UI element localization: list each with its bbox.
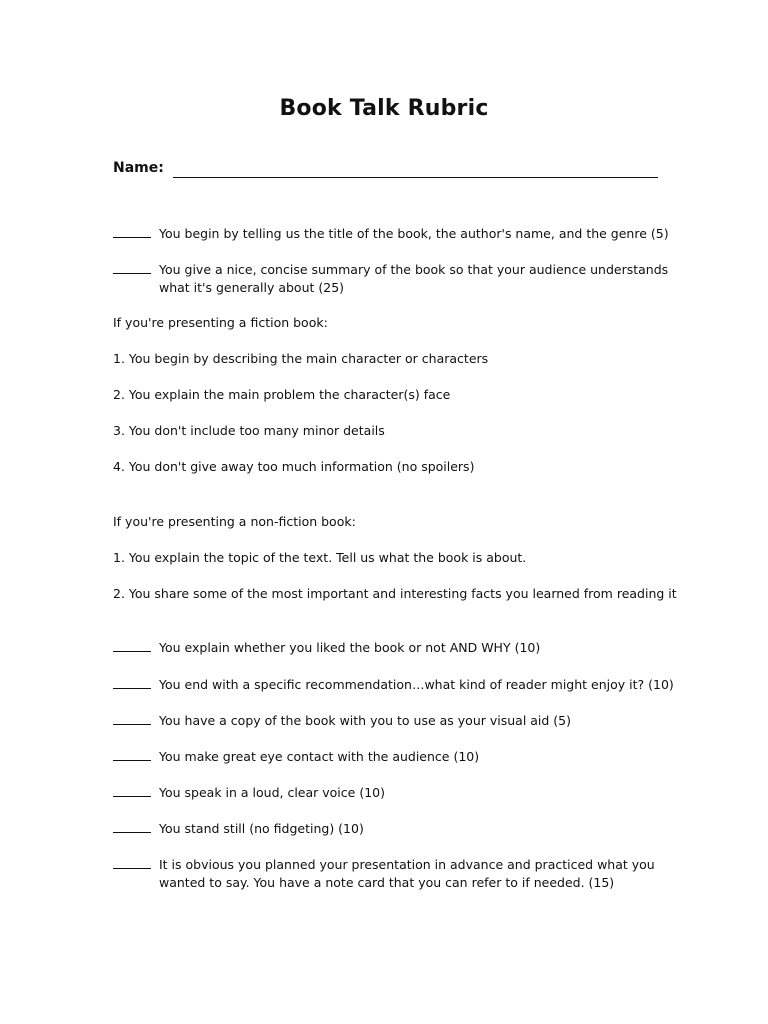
name-field[interactable] [173, 177, 658, 178]
rubric-criterion [113, 224, 669, 243]
score-blank[interactable] [113, 747, 151, 761]
fiction-item: 3. You don't include too many minor details [113, 423, 385, 438]
score-blank[interactable] [113, 638, 151, 652]
score-blank[interactable] [113, 675, 151, 689]
fiction-item: 1. You begin by describing the main character or characters [113, 351, 489, 366]
criterion-text: You end with a specific recommendation…what kind of reader might enjoy it? (10) [159, 677, 674, 692]
rubric-criterion [113, 855, 655, 892]
criterion-text: You speak in a loud, clear voice (10) [159, 785, 385, 800]
criterion-text-continued: what it's generally about (25) [159, 280, 345, 295]
rubric-criterion [113, 819, 364, 838]
criterion-text: You begin by telling us the title of the book, the author's name, and the genre (5) [159, 226, 669, 241]
nonfiction-item: 1. You explain the topic of the text. Tell us what the book is about. [113, 550, 527, 565]
fiction-heading: If you're presenting a fiction book: [113, 315, 328, 330]
document-title: Book Talk Rubric [279, 96, 489, 121]
score-blank[interactable] [113, 783, 151, 797]
criterion-text: You give a nice, concise summary of the book so that your audience understands [159, 262, 669, 277]
score-blank[interactable] [113, 711, 151, 725]
rubric-criterion [113, 747, 479, 766]
score-blank[interactable] [113, 224, 151, 238]
score-blank[interactable] [113, 819, 151, 833]
criterion-text-continued: wanted to say. You have a note card that you can refer to if needed. (15) [159, 875, 615, 890]
fiction-item: 2. You explain the main problem the character(s) face [113, 387, 451, 402]
nonfiction-item: 2. You share some of the most important and interesting facts you learned from reading it [113, 586, 677, 601]
rubric-criterion [113, 783, 385, 802]
criterion-text: You make great eye contact with the audience (10) [159, 749, 480, 764]
criterion-text: You have a copy of the book with you to use as your visual aid (5) [159, 713, 572, 728]
rubric-criterion [113, 260, 668, 297]
criterion-text: You explain whether you liked the book or not AND WHY (10) [159, 640, 541, 655]
rubric-criterion [113, 711, 571, 730]
score-blank[interactable] [113, 260, 151, 274]
rubric-criterion [113, 638, 540, 657]
criterion-text: You stand still (no fidgeting) (10) [159, 821, 364, 836]
name-label: Name: [113, 160, 164, 176]
fiction-item: 4. You don't give away too much information (no spoilers) [113, 459, 475, 474]
criterion-text: It is obvious you planned your presentation in advance and practiced what you [159, 857, 655, 872]
score-blank[interactable] [113, 855, 151, 869]
rubric-criterion [113, 675, 674, 694]
nonfiction-heading: If you're presenting a non-fiction book: [113, 514, 356, 529]
name-row [113, 160, 658, 182]
